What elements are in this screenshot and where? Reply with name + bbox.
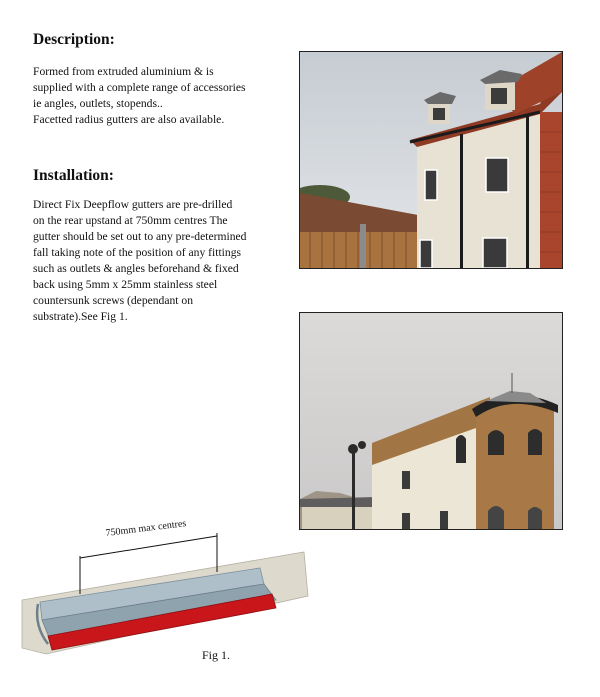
building-photo-1	[299, 51, 563, 269]
figure-caption: Fig 1.	[202, 648, 231, 662]
description-line: Facetted radius gutters are also available.	[33, 113, 225, 126]
installation-line: such as outlets & angles beforehand & fixed	[33, 262, 239, 275]
gutter-diagram-svg	[20, 528, 310, 658]
description-line: ie angles, outlets, stopends..	[33, 97, 163, 110]
description-text	[33, 64, 285, 128]
description-heading: Description:	[33, 31, 115, 48]
installation-line: on the rear upstand at 750mm centres The	[33, 214, 228, 227]
description-line: supplied with a complete range of accessories	[33, 81, 246, 94]
installation-line: substrate).See Fig 1.	[33, 310, 128, 323]
building-photo-1-image	[300, 52, 562, 268]
dimension-line	[80, 536, 217, 558]
description-line: Formed from extruded aluminium & is	[33, 65, 214, 78]
installation-heading: Installation:	[33, 167, 114, 184]
gutter-diagram	[20, 528, 310, 658]
installation-line: Direct Fix Deepflow gutters are pre-drilled	[33, 198, 233, 211]
dimension-label: 750mm max centres	[105, 518, 187, 539]
building-photo-2-image	[300, 313, 562, 529]
installation-line: gutter should be set out to any pre-determined	[33, 230, 247, 243]
installation-text	[33, 197, 285, 325]
installation-line: countersunk screws (dependant on	[33, 294, 194, 307]
building-photo-2	[299, 312, 563, 530]
installation-line: fall taking note of the position of any fittings	[33, 246, 242, 259]
installation-line: back using 5mm x 25mm stainless steel	[33, 278, 218, 291]
